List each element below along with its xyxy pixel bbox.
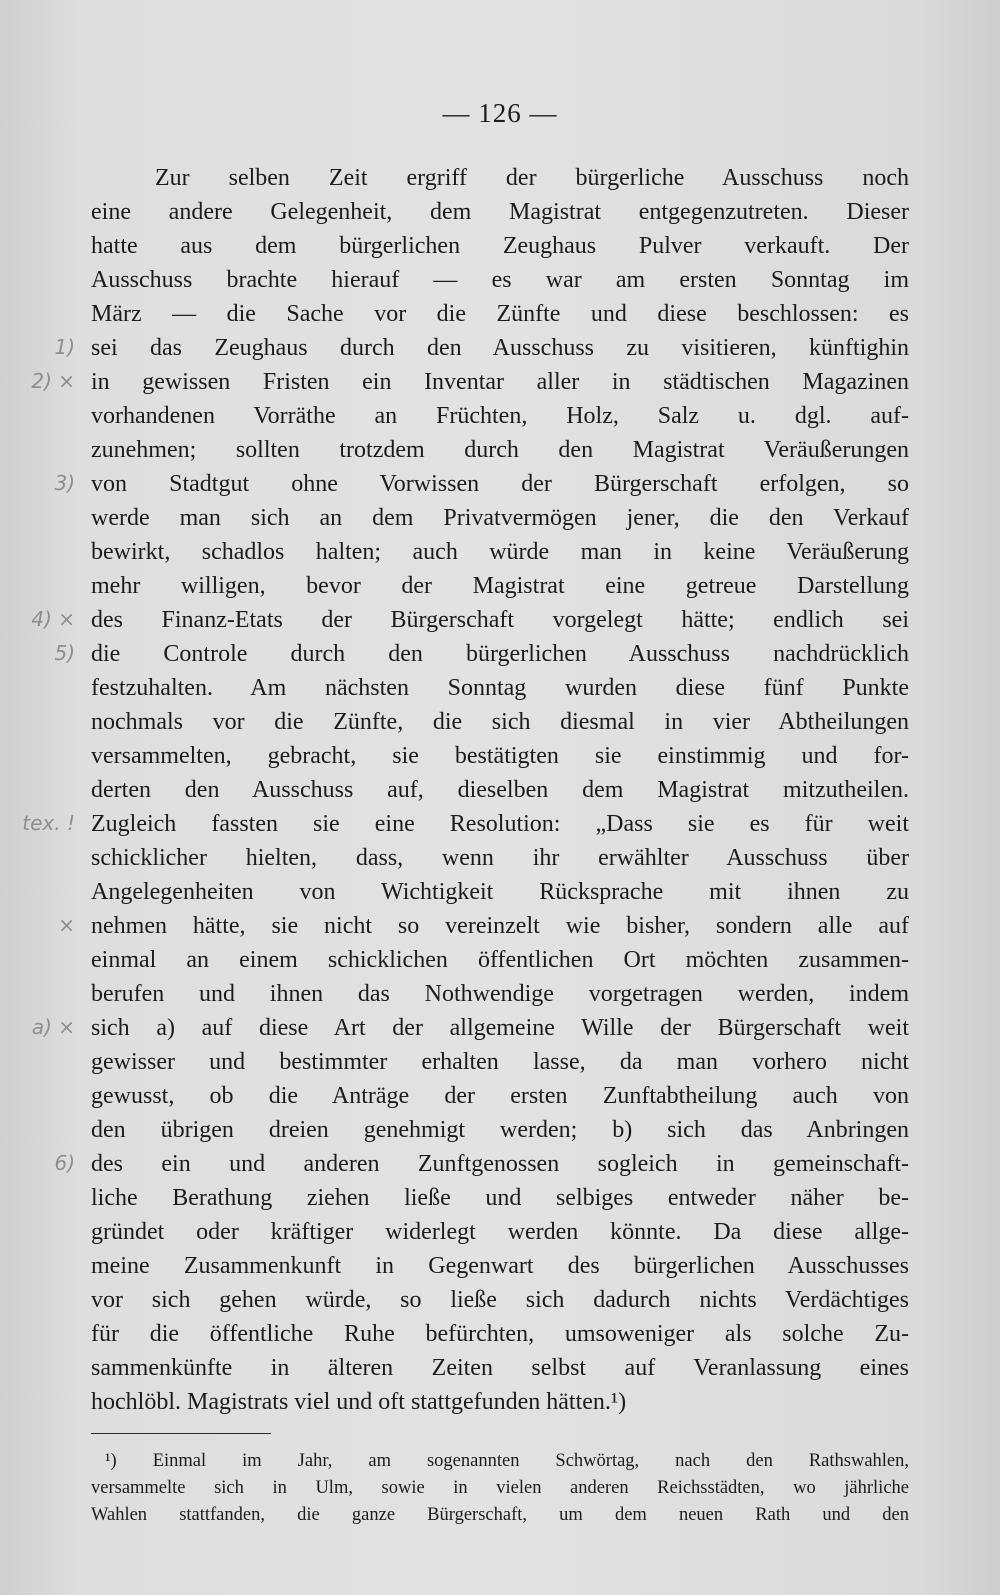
margin-annotation: 5): [54, 641, 75, 665]
body-line: bewirkt, schadlos halten; auch würde man in keine Veräußerung: [91, 539, 909, 565]
body-line: nehmen hätte, sie nicht so vereinzelt wie bisher, sondern alle auf: [91, 913, 909, 939]
body-line: sammenkünfte in älteren Zeiten selbst auf Veranlassung eines: [91, 1355, 909, 1381]
body-line: Angelegenheiten von Wichtigkeit Rücksprache mit ihnen zu: [91, 879, 909, 905]
body-line: schicklicher hielten, dass, wenn ihr erwählter Ausschuss über: [91, 845, 909, 871]
margin-annotation: 1): [54, 335, 75, 359]
body-line: des Finanz-Etats der Bürgerschaft vorgelegt hätte; endlich sei: [91, 607, 909, 633]
margin-annotation: tex. !: [22, 811, 75, 835]
margin-annotation: 6): [54, 1151, 75, 1175]
footnote-line: ¹) Einmal im Jahr, am sogenannten Schwörtag, nach den Rathswahlen,: [105, 1451, 909, 1471]
footnotes: [91, 1448, 909, 1529]
body-line: den übrigen dreien genehmigt werden; b) sich das Anbringen: [91, 1117, 909, 1143]
body-line: werde man sich an dem Privatvermögen jener, die den Verkauf: [91, 505, 909, 531]
body-line: die Controle durch den bürgerlichen Ausschuss nachdrücklich: [91, 641, 909, 667]
body-line: von Stadtgut ohne Vorwissen der Bürgerschaft erfolgen, so: [91, 471, 909, 497]
body-line: vorhandenen Vorräthe an Früchten, Holz, Salz u. dgl. auf-: [91, 403, 909, 429]
body-text: [91, 161, 909, 1419]
footnote-line: Wahlen stattfanden, die ganze Bürgerschaft, um dem neuen Rath und den: [91, 1505, 909, 1525]
margin-annotation: ×: [58, 913, 75, 937]
body-line: für die öffentliche Ruhe befürchten, umsoweniger als solche Zu-: [91, 1321, 909, 1347]
body-line: eine andere Gelegenheit, dem Magistrat entgegenzutreten. Dieser: [91, 199, 909, 225]
body-line: versammelten, gebracht, sie bestätigten sie einstimmig und for-: [91, 743, 909, 769]
body-line: gewisser und bestimmter erhalten lasse, da man vorhero nicht: [91, 1049, 909, 1075]
margin-annotation: 3): [54, 471, 75, 495]
margin-annotation: a) ×: [31, 1015, 75, 1039]
body-line: sei das Zeughaus durch den Ausschuss zu visitieren, künftighin: [91, 335, 909, 361]
body-line: Zugleich fassten sie eine Resolution: „Dass sie es für weit: [91, 811, 909, 837]
body-line: hochlöbl. Magistrats viel und oft stattgefunden hätten.¹): [91, 1389, 627, 1415]
body-line: in gewissen Fristen ein Inventar aller in städtischen Magazinen: [91, 369, 909, 395]
margin-annotation: 4) ×: [31, 607, 75, 631]
body-line: nochmals vor die Zünfte, die sich diesmal in vier Abtheilungen: [91, 709, 909, 735]
body-line: des ein und anderen Zunftgenossen sogleich in gemeinschaft-: [91, 1151, 909, 1177]
page-number: — 126 —: [442, 98, 558, 128]
body-line: hatte aus dem bürgerlichen Zeughaus Pulver verkauft. Der: [91, 233, 909, 259]
body-line: Ausschuss brachte hierauf — es war am ersten Sonntag im: [91, 267, 909, 293]
footnote-rule: [91, 1433, 271, 1434]
body-line: März — die Sache vor die Zünfte und diese beschlossen: es: [91, 301, 909, 327]
body-line: meine Zusammenkunft in Gegenwart des bürgerlichen Ausschusses: [91, 1253, 909, 1279]
body-line: berufen und ihnen das Nothwendige vorgetragen werden, indem: [91, 981, 909, 1007]
body-line: Zur selben Zeit ergriff der bürgerliche Ausschuss noch: [155, 165, 909, 191]
body-line: zunehmen; sollten trotzdem durch den Magistrat Veräußerungen: [91, 437, 909, 463]
footnote-line: versammelte sich in Ulm, sowie in vielen anderen Reichsstädten, wo jährliche: [91, 1478, 909, 1498]
body-line: gründet oder kräftiger widerlegt werden könnte. Da diese allge-: [91, 1219, 909, 1245]
body-line: gewusst, ob die Anträge der ersten Zunftabtheilung auch von: [91, 1083, 909, 1109]
margin-annotation: 2) ×: [31, 369, 75, 393]
body-line: mehr willigen, bevor der Magistrat eine getreue Darstellung: [91, 573, 909, 599]
body-line: liche Berathung ziehen ließe und selbiges entweder näher be-: [91, 1185, 909, 1211]
body-line: einmal an einem schicklichen öffentlichen Ort möchten zusammen-: [91, 947, 909, 973]
body-line: festzuhalten. Am nächsten Sonntag wurden diese fünf Punkte: [91, 675, 909, 701]
body-line: derten den Ausschuss auf, dieselben dem Magistrat mitzutheilen.: [91, 777, 909, 803]
body-line: sich a) auf diese Art der allgemeine Wille der Bürgerschaft weit: [91, 1015, 909, 1041]
body-line: vor sich gehen würde, so ließe sich dadurch nichts Verdächtiges: [91, 1287, 909, 1313]
